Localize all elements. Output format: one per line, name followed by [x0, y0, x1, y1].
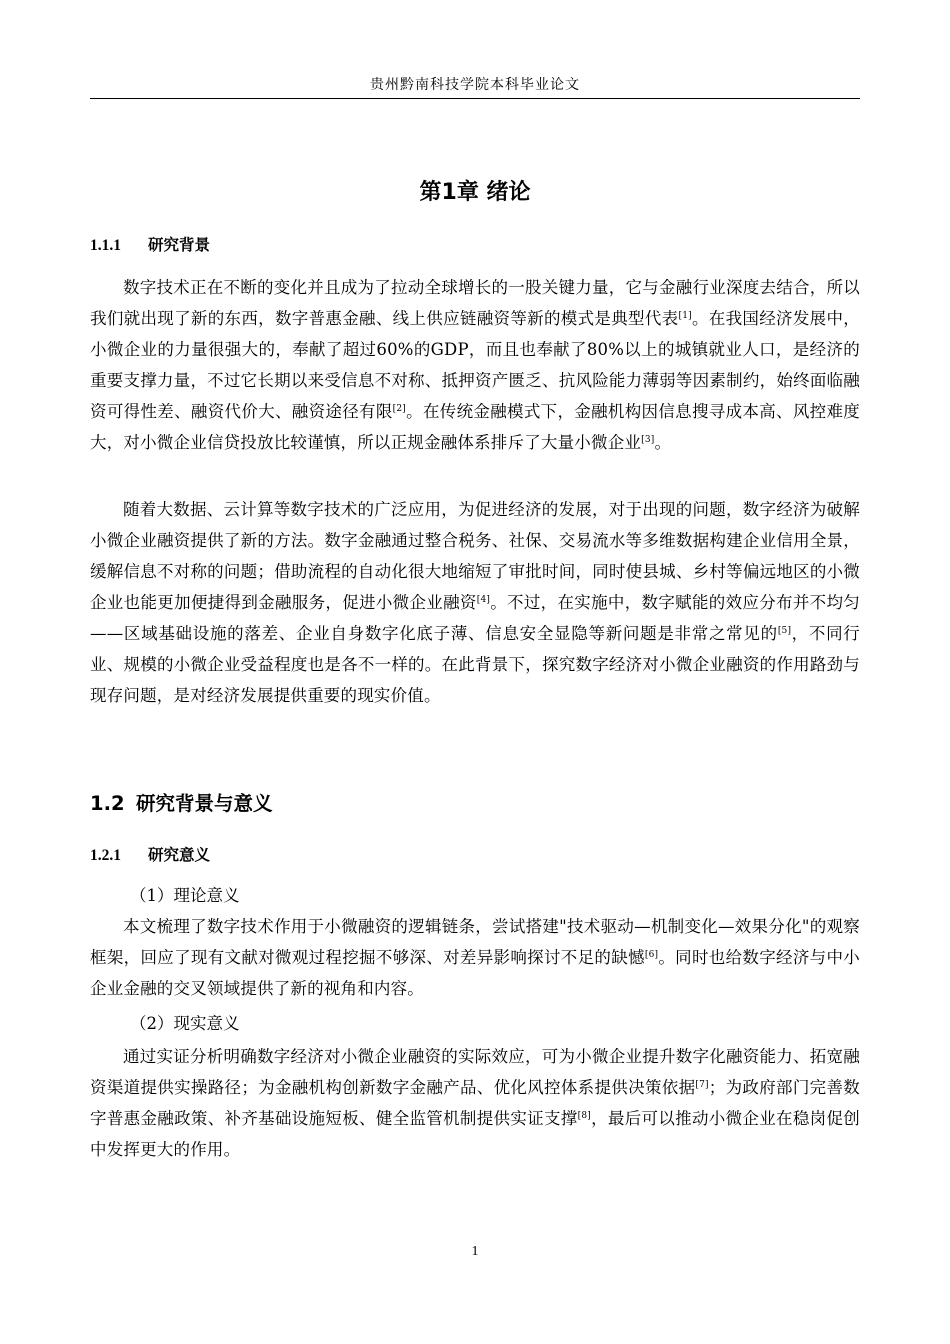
header-divider — [90, 98, 860, 99]
section-heading-1-2-1 — [90, 844, 860, 867]
section-heading-1-2 — [90, 790, 860, 818]
section-title: 研究背景 — [148, 235, 211, 254]
paragraph-practice — [90, 1041, 860, 1165]
text-run: 。 — [654, 433, 672, 452]
citation: [1] — [678, 311, 692, 321]
citation: [6] — [644, 950, 659, 960]
page-number: 1 — [471, 1244, 479, 1259]
paragraph-theory — [90, 911, 860, 1004]
paragraph-background-2 — [90, 494, 860, 711]
section-title: 研究背景与意义 — [136, 792, 273, 815]
text-run: 本文梳理了数字技术作用于小微融资的逻辑链条，尝试搭建"技术驱动—机制变化—效果分化"的观察框架，回应了现有文献对微观过程挖掘不够深、对差异影响探讨不足的缺憾 — [90, 917, 860, 967]
text-run: ，不同行业、规模的小微企业受益程度也是各不一样的。在此背景下，探究数字经济对小微企业融资的作用路劲与现存问题，是对经济发展提供重要的现实价值。 — [90, 624, 861, 705]
text-run: 。同时也给数字经济与中小企业金融的交叉领域提供了新的视角和内容。 — [90, 948, 860, 998]
text-run: 数字技术正在不断的变化并且成为了拉动全球增长的一股关键力量，它与金融行业深度去结合，所以我们就出现了新的东西，数字普惠金融、线上供应链融资等新的模式是典型代表 — [90, 278, 860, 328]
text-run: 。在我国经济发展中，小微企业的力量很强大的，奉献了超过60%的GDP，而且也奉献了80%以上的城镇就业人口，是经济的重要支撑力量，不过它长期以来受信息不对称、抵押资产匮乏、抗风险能力薄弱等因素制约，始终面临融资可得性差、融资代价大、融资途径有限 — [90, 309, 861, 421]
text-run: ；为政府部门完善数字普惠金融政策、补齐基础设施短板、健全监管机制提供实证支撑 — [90, 1078, 860, 1128]
practice-subheading: （2）现实意义 — [130, 1014, 240, 1033]
text-run: 。不过，在实施中，数字赋能的效应分布并不均匀——区域基础设施的落差、企业自身数字化底子薄、信息安全显隐等新问题是非常之常见的 — [90, 593, 860, 643]
section-number: 1.2 — [90, 792, 125, 815]
citation: [8] — [577, 1111, 591, 1121]
section-title: 研究意义 — [148, 845, 211, 864]
section-number: 1.2.1 — [90, 847, 121, 864]
section-number: 1.1.1 — [90, 237, 121, 254]
text-run: 随着大数据、云计算等数字技术的广泛应用，为促进经济的发展，对于出现的问题，数字经济为破解小微企业融资提供了新的方法。数字金融通过整合税务、社保、交易流水等多维数据构建企业信用全景，缓解信息不对称的问题；借助流程的自动化很大地缩短了审批时间，同时使县城、乡村等偏远地区的小微企业也能更加便捷得到金融服务，促进小微企业融资 — [90, 500, 860, 612]
text-run: 通过实证分析明确数字经济对小微企业融资的实际效应，可为小微企业提升数字化融资能力、拓宽融资渠道提供实操路径；为金融机构创新数字金融产品、优化风控体系提供决策依据 — [90, 1047, 860, 1097]
citation: [7] — [695, 1080, 709, 1090]
paragraph-background-1 — [90, 272, 860, 458]
citation: [5] — [777, 626, 792, 636]
text-run: ，最后可以推动小微企业在稳岗促创中发挥更大的作用。 — [90, 1109, 860, 1159]
citation: [3] — [641, 435, 655, 445]
citation: [4] — [476, 595, 491, 605]
running-header: 贵州黔南科技学院本科毕业论文 — [370, 77, 580, 93]
chapter-title: 第1章 绪论 — [419, 180, 531, 205]
theory-subheading: （1）理论意义 — [130, 886, 240, 905]
citation: [2] — [392, 404, 407, 414]
section-heading-1-1-1 — [90, 234, 860, 257]
text-run: 。在传统金融模式下，金融机构因信息搜寻成本高、风控难度大，对小微企业信贷投放比较谨慎，所以正规金融体系排斥了大量小微企业 — [90, 402, 860, 452]
